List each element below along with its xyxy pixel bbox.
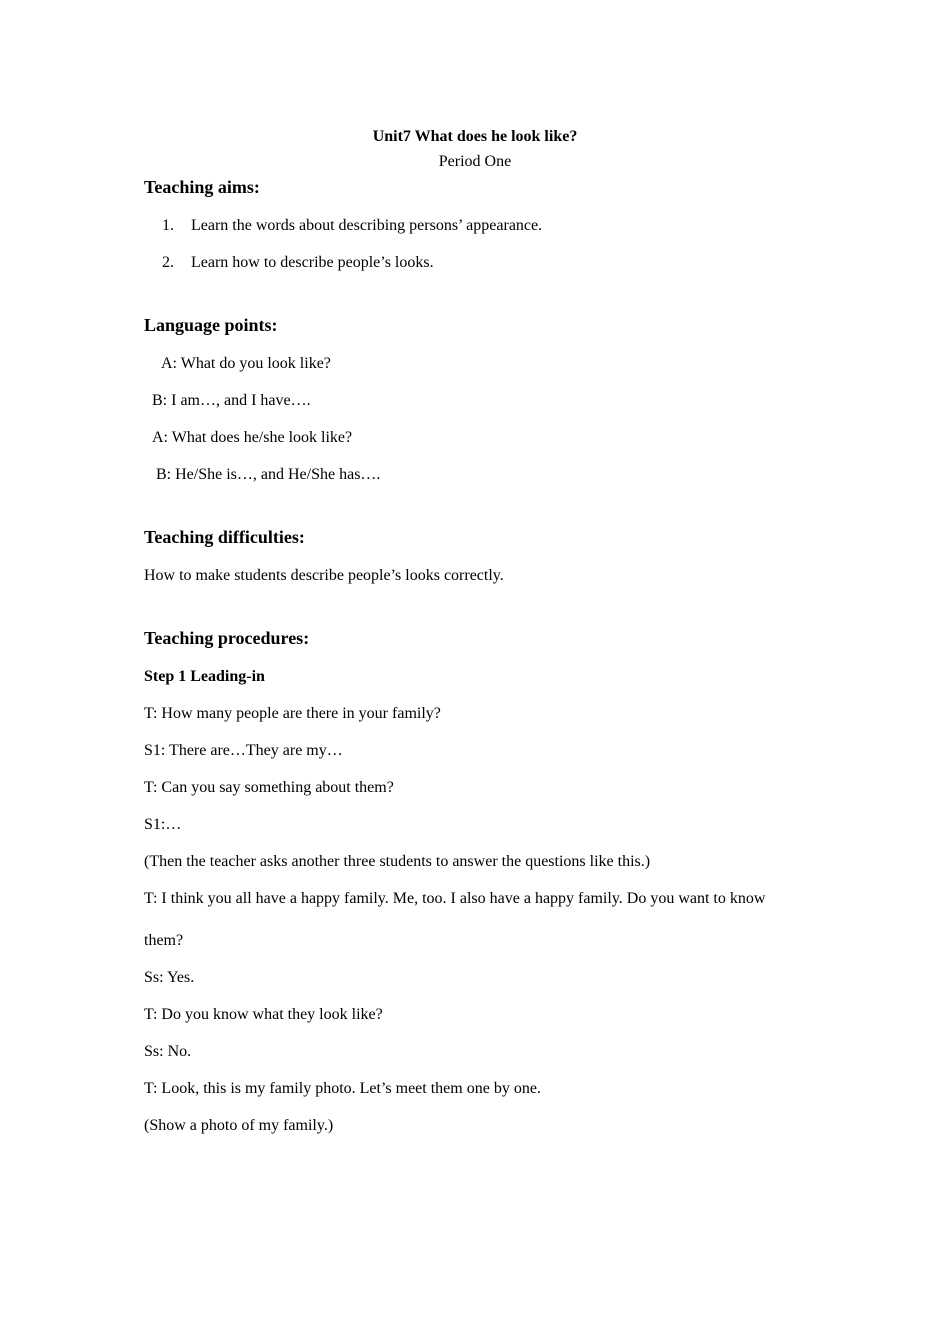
procedure-line-2: S1: There are…They are my… <box>144 742 343 759</box>
aim-number-1: 1. <box>162 217 174 234</box>
aim-number-2: 2. <box>162 254 174 271</box>
procedure-line-4: S1:… <box>144 816 182 833</box>
procedure-line-3: T: Can you say something about them? <box>144 779 394 796</box>
teaching-aims-heading: Teaching aims: <box>144 177 260 197</box>
procedure-line-9: T: Do you know what they look like? <box>144 1006 383 1023</box>
procedure-line-10: Ss: No. <box>144 1043 192 1060</box>
procedure-line-8: Ss: Yes. <box>144 969 195 986</box>
language-point-line-4: B: He/She is…, and He/She has…. <box>156 466 381 483</box>
document-title: Unit7 What does he look like? <box>372 128 578 145</box>
aim-text-1: Learn the words about describing persons’ appearance. <box>191 217 543 234</box>
language-points-heading: Language points: <box>144 315 278 335</box>
teaching-difficulties-heading: Teaching difficulties: <box>144 527 305 547</box>
procedure-line-11: T: Look, this is my family photo. Let’s meet them one by one. <box>144 1080 541 1097</box>
procedure-line-5: (Then the teacher asks another three students to answer the questions like this.) <box>144 853 651 870</box>
aim-text-2: Learn how to describe people’s looks. <box>191 254 434 271</box>
step-1-heading: Step 1 Leading-in <box>144 668 265 685</box>
procedure-line-7: them? <box>144 932 184 949</box>
teaching-procedures-heading: Teaching procedures: <box>144 628 310 648</box>
teaching-difficulties-text: How to make students describe people’s looks correctly. <box>144 567 504 584</box>
language-point-line-1: A: What do you look like? <box>161 355 331 372</box>
procedure-line-1: T: How many people are there in your family? <box>144 705 441 722</box>
procedure-line-12: (Show a photo of my family.) <box>144 1117 334 1134</box>
language-point-line-3: A: What does he/she look like? <box>152 429 353 446</box>
procedure-line-6: T: I think you all have a happy family. Me, too. I also have a happy family. Do you want to know <box>144 890 766 907</box>
document-subtitle: Period One <box>438 153 512 170</box>
language-point-line-2: B: I am…, and I have…. <box>152 392 311 409</box>
